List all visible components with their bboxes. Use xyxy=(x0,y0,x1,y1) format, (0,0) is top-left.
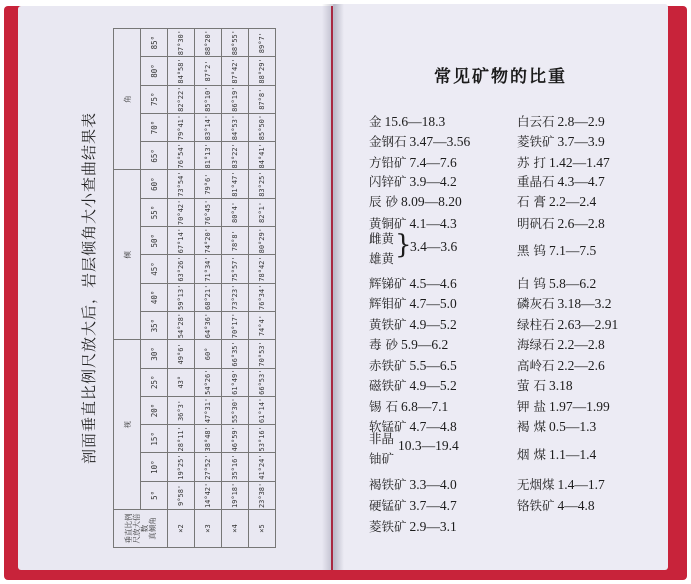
table-cell: 84°58' xyxy=(168,57,195,85)
column-header: 65° xyxy=(141,142,168,170)
mineral-entry xyxy=(369,335,448,353)
mineral-entry xyxy=(369,397,448,415)
table-cell: 64°36' xyxy=(195,311,222,339)
mineral-entry xyxy=(369,496,457,514)
mineral-entry xyxy=(369,356,457,374)
column-header: 40° xyxy=(141,283,168,311)
table-cell: 70°17' xyxy=(222,311,249,339)
table-cell: 66°35' xyxy=(222,340,249,368)
mineral-entry xyxy=(517,294,612,312)
specific-gravity: 3.18—3.2 xyxy=(557,296,612,311)
specific-gravity: 15.6—18.3 xyxy=(384,114,446,129)
mineral-entry xyxy=(369,517,457,535)
mineral-name: 海绿石 xyxy=(517,337,555,352)
specific-gravity: 3.7—3.9 xyxy=(557,134,605,149)
specific-gravity: 3.18 xyxy=(548,378,573,393)
table-cell: 61°14' xyxy=(249,396,276,424)
mineral-name: 白云石 xyxy=(517,114,555,129)
table-cell: 80°29' xyxy=(249,227,276,255)
specific-gravity: 4.3—4.7 xyxy=(557,174,605,189)
table-row xyxy=(195,29,222,548)
table-cell: 74°20' xyxy=(195,227,222,255)
mineral-entry xyxy=(369,315,457,333)
mineral-name: 赤铁矿 xyxy=(369,358,407,373)
table-cell: 79°6' xyxy=(195,170,222,198)
table-cell: 88°29' xyxy=(249,57,276,85)
column-header: 50° xyxy=(141,227,168,255)
specific-gravity: 4.7—5.0 xyxy=(409,296,457,311)
mineral-entry xyxy=(369,172,457,190)
mineral-entry xyxy=(517,417,596,435)
specific-gravity: 4.7—4.8 xyxy=(409,419,457,434)
column-header: 55° xyxy=(141,198,168,226)
specific-gravity: 0.5—1.3 xyxy=(548,419,597,434)
mineral-name: 褐铁矿 xyxy=(369,477,407,492)
specific-gravity: 1.1—1.4 xyxy=(548,447,597,462)
brace-glyph: } xyxy=(395,230,412,260)
mineral-name: 绿柱石 xyxy=(517,317,555,332)
mineral-name: 黄铜矿 xyxy=(369,216,407,231)
mineral-entry xyxy=(517,376,573,394)
mineral-name: 软锰矿 xyxy=(369,419,407,434)
header-corner-angle: 真倾角 xyxy=(147,517,157,540)
row-label: ×5 xyxy=(249,510,276,548)
specific-gravity: 5.8—6.2 xyxy=(548,276,597,291)
mineral-name: 硬锰矿 xyxy=(369,498,407,513)
table-cell: 85°50' xyxy=(249,113,276,141)
table-cell: 76°54' xyxy=(168,142,195,170)
mineral-entry xyxy=(517,132,605,150)
table-cell: 88°55' xyxy=(222,29,249,57)
table-cell: 81°47' xyxy=(222,170,249,198)
table-cell: 75°57' xyxy=(222,255,249,283)
mineral-entry xyxy=(369,417,457,435)
specific-gravity: 2.63—2.91 xyxy=(557,317,619,332)
specific-gravity: 2.2—2.8 xyxy=(557,337,605,352)
table-cell: 19°25' xyxy=(168,453,195,481)
mineral-name: 白 钨 xyxy=(517,276,546,291)
table-cell: 76°45' xyxy=(195,198,222,226)
mineral-name: 锡 石 xyxy=(369,399,398,414)
specific-gravity: 7.4—7.6 xyxy=(409,155,457,170)
header-corner xyxy=(114,510,168,548)
specific-gravity: 4.1—4.3 xyxy=(409,216,457,231)
table-cell: 81°13' xyxy=(195,142,222,170)
table-cell: 9°58' xyxy=(168,481,195,509)
table-header-row xyxy=(114,29,141,548)
column-header: 75° xyxy=(141,85,168,113)
specific-gravity: 3.9—4.2 xyxy=(409,174,457,189)
mineral-name: 磷灰石 xyxy=(517,296,555,311)
table-cell: 87°30' xyxy=(168,29,195,57)
mineral-name: 金钢石 xyxy=(369,134,407,149)
table-cell: 27°52' xyxy=(195,453,222,481)
specific-gravity: 4—4.8 xyxy=(557,498,595,513)
mineral-entry xyxy=(517,192,596,210)
mineral-name: 苏 打 xyxy=(517,155,546,170)
specific-gravity: 3.7—4.7 xyxy=(409,498,457,513)
header-corner-scale: 垂直比例尺放大倍数 xyxy=(123,513,149,544)
mineral-entry xyxy=(517,214,605,232)
table-cell: 47°31' xyxy=(195,396,222,424)
table-cell: 83°14' xyxy=(195,113,222,141)
mineral-name: 明矾石 xyxy=(517,216,555,231)
specific-gravity: 7.1—7.5 xyxy=(548,243,597,258)
table-cell: 73°23' xyxy=(222,283,249,311)
column-header: 15° xyxy=(141,425,168,453)
uraninite-names xyxy=(369,429,394,469)
column-header: 60° xyxy=(141,170,168,198)
specific-gravity: 1.97—1.99 xyxy=(548,399,610,414)
mineral-entry xyxy=(369,192,462,210)
mineral-entry xyxy=(517,356,605,374)
mineral-name: 磁铁矿 xyxy=(369,378,407,393)
right-page xyxy=(333,4,668,570)
mineral-name: 菱铁矿 xyxy=(369,519,407,534)
mineral-name: 无烟煤 xyxy=(517,477,555,492)
table-cell: 28°11' xyxy=(168,425,195,453)
table-cell: 38°48' xyxy=(195,425,222,453)
rotated-table-area xyxy=(18,18,328,558)
mineral-entry xyxy=(369,132,470,150)
mineral-name: 黑 钨 xyxy=(517,243,546,258)
mineral-entry xyxy=(517,496,595,514)
column-header: 80° xyxy=(141,57,168,85)
specific-gravity: 1.4—1.7 xyxy=(557,477,605,492)
table-cell: 70°42' xyxy=(168,198,195,226)
table-cell: 68°21' xyxy=(195,283,222,311)
table-cell: 70°53' xyxy=(249,340,276,368)
table-cell: 36°3' xyxy=(168,396,195,424)
table-cell: 49°6' xyxy=(168,340,195,368)
uraninite-value: 10.3—19.4 xyxy=(398,438,459,453)
table-cell: 35°16' xyxy=(222,453,249,481)
table-cell: 60° xyxy=(195,340,222,368)
mineral-entry xyxy=(369,112,445,130)
mineral-entry xyxy=(369,153,457,171)
mineral-name: 石 膏 xyxy=(517,194,546,209)
column-header: 20° xyxy=(141,396,168,424)
mineral-entry xyxy=(517,112,605,130)
specific-gravity: 4.9—5.2 xyxy=(409,378,457,393)
mineral-entry xyxy=(369,214,457,232)
table-cell: 61°49' xyxy=(222,368,249,396)
mineral-name: 钾 盐 xyxy=(517,399,546,414)
table-cell: 43° xyxy=(168,368,195,396)
table-cell: 46°59' xyxy=(222,425,249,453)
header-label-a: 视 xyxy=(114,340,141,510)
left-page xyxy=(18,6,331,570)
mineral-name: 辉锑矿 xyxy=(369,276,407,291)
mineral-entry xyxy=(517,153,610,171)
mineral-name: 闪锌矿 xyxy=(369,174,407,189)
table-cell: 79°41' xyxy=(168,113,195,141)
uraninite-name-1: 非晶 xyxy=(369,431,395,446)
specific-gravity: 5.5—6.5 xyxy=(409,358,457,373)
specific-gravity: 2.8—2.9 xyxy=(557,114,605,129)
specific-gravity: 6.8—7.1 xyxy=(400,399,449,414)
realgar-names xyxy=(369,229,394,269)
mineral-entry xyxy=(517,397,610,415)
table-column-row xyxy=(141,29,168,548)
specific-gravity: 3.3—4.0 xyxy=(409,477,457,492)
table-body xyxy=(168,29,276,548)
table-cell: 73°54' xyxy=(168,170,195,198)
column-header: 10° xyxy=(141,453,168,481)
row-label: ×2 xyxy=(168,510,195,548)
specific-gravity: 2.6—2.8 xyxy=(557,216,605,231)
table-cell: 54°28' xyxy=(168,311,195,339)
page-title: 常见矿物的比重 xyxy=(434,67,567,87)
table-cell: 80°4' xyxy=(222,198,249,226)
table-cell: 41°24' xyxy=(249,453,276,481)
column-header: 45° xyxy=(141,255,168,283)
table-cell: 83°22' xyxy=(222,142,249,170)
table-cell: 71°34' xyxy=(195,255,222,283)
table-cell: 88°20' xyxy=(195,29,222,57)
mineral-name: 高岭石 xyxy=(517,358,555,373)
specific-gravity: 2.2—2.6 xyxy=(557,358,605,373)
table-cell: 87°42' xyxy=(222,57,249,85)
uraninite-name-2: 铀矿 xyxy=(369,451,395,466)
mineral-entry xyxy=(517,315,618,333)
table-cell: 84°53' xyxy=(222,113,249,141)
table-row xyxy=(222,29,249,548)
mineral-entry xyxy=(369,475,457,493)
mineral-name: 毒 砂 xyxy=(369,337,398,352)
mineral-name: 黄铁矿 xyxy=(369,317,407,332)
table-cell: 78°42' xyxy=(249,255,276,283)
mineral-name: 重晶石 xyxy=(517,174,555,189)
realgar-name-1: 雌黄 xyxy=(369,231,395,246)
table-cell: 76°34' xyxy=(249,283,276,311)
mineral-name: 菱铁矿 xyxy=(517,134,555,149)
mineral-name: 辉钼矿 xyxy=(369,296,407,311)
table-cell: 53°16' xyxy=(249,425,276,453)
mineral-entry xyxy=(369,294,457,312)
mineral-entry xyxy=(517,335,605,353)
mineral-entry xyxy=(517,172,605,190)
column-header: 30° xyxy=(141,340,168,368)
table-cell: 83°25' xyxy=(249,170,276,198)
table-cell: 63°26' xyxy=(168,255,195,283)
specific-gravity: 5.9—6.2 xyxy=(400,337,449,352)
column-header: 70° xyxy=(141,113,168,141)
table-cell: 67°14' xyxy=(168,227,195,255)
table-cell: 59°13' xyxy=(168,283,195,311)
left-page-title: 剖面垂直比例尺放大后，岩层倾角大小查曲结果表 xyxy=(80,112,98,465)
mineral-name: 辰 砂 xyxy=(369,194,398,209)
specific-gravity: 4.5—4.6 xyxy=(409,276,457,291)
mineral-list xyxy=(333,4,668,570)
specific-gravity: 1.42—1.47 xyxy=(548,155,610,170)
table-cell: 23°38' xyxy=(249,481,276,509)
table-cell: 55°30' xyxy=(222,396,249,424)
table-cell: 87°2' xyxy=(195,57,222,85)
table-cell: 78°8' xyxy=(222,227,249,255)
mineral-entry xyxy=(369,376,457,394)
mineral-entry xyxy=(369,274,457,292)
mineral-name: 铬铁矿 xyxy=(517,498,555,513)
realgar-name-2: 雄黄 xyxy=(369,251,395,266)
header-label-b: 倾 xyxy=(114,170,141,340)
table-cell: 66°53' xyxy=(249,368,276,396)
table-cell: 86°19' xyxy=(222,85,249,113)
dip-angle-table xyxy=(113,28,276,548)
table-cell: 74°4' xyxy=(249,311,276,339)
column-header: 35° xyxy=(141,311,168,339)
table-cell: 87°8' xyxy=(249,85,276,113)
table-cell: 89°7' xyxy=(249,29,276,57)
specific-gravity: 2.2—2.4 xyxy=(548,194,597,209)
mineral-name: 烟 煤 xyxy=(517,447,546,462)
mineral-name: 金 xyxy=(369,114,382,129)
mineral-name: 方铅矿 xyxy=(369,155,407,170)
column-header: 85° xyxy=(141,29,168,57)
table-cell: 19°18' xyxy=(222,481,249,509)
mineral-name: 萤 石 xyxy=(517,378,546,393)
table-row xyxy=(168,29,195,548)
column-header: 5° xyxy=(141,481,168,509)
mineral-entry xyxy=(517,274,596,292)
table-cell: 14°42' xyxy=(195,481,222,509)
specific-gravity: 4.9—5.2 xyxy=(409,317,457,332)
row-label: ×3 xyxy=(195,510,222,548)
mineral-entry xyxy=(517,475,605,493)
realgar-value: 3.4—3.6 xyxy=(410,239,458,254)
mineral-entry xyxy=(517,241,596,259)
header-label-c: 角 xyxy=(114,29,141,170)
table-cell: 85°10' xyxy=(195,85,222,113)
table-cell: 84°41' xyxy=(249,142,276,170)
specific-gravity: 8.09—8.20 xyxy=(400,194,462,209)
mineral-name: 褐 煤 xyxy=(517,419,546,434)
table-cell: 54°26' xyxy=(195,368,222,396)
table-row xyxy=(249,29,276,548)
column-header: 25° xyxy=(141,368,168,396)
mineral-entry xyxy=(517,445,596,463)
specific-gravity: 3.47—3.56 xyxy=(409,134,471,149)
table-cell: 82°1' xyxy=(249,198,276,226)
table-cell: 82°22' xyxy=(168,85,195,113)
row-label: ×4 xyxy=(222,510,249,548)
specific-gravity: 2.9—3.1 xyxy=(409,519,457,534)
